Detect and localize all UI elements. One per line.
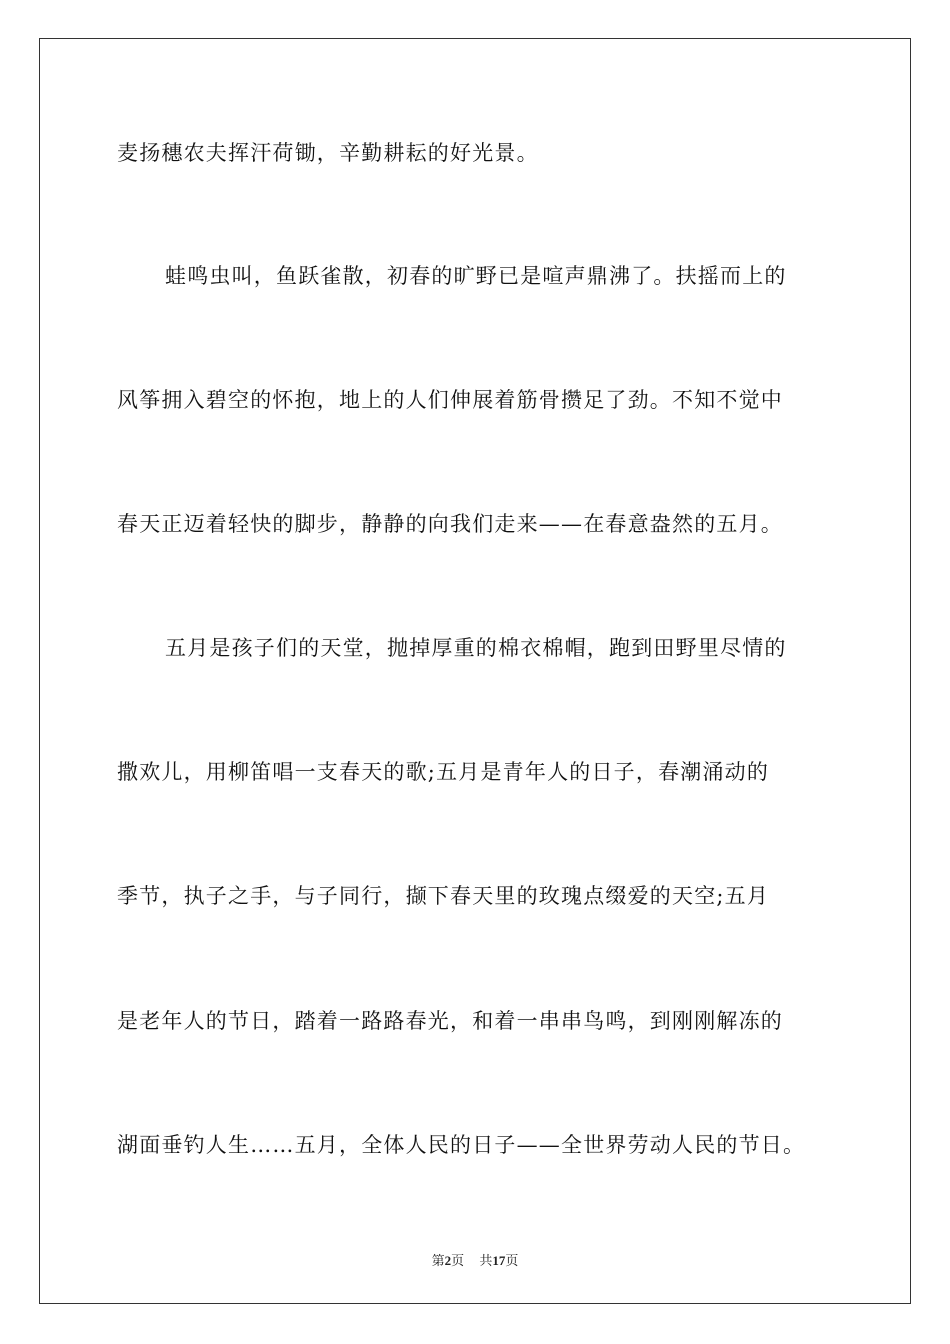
total-pages-indicator	[479, 1253, 518, 1268]
text-line-9: 湖面垂钓人生……五月，全体人民的日子——全世界劳动人民的节日。	[117, 1133, 806, 1157]
text-line-2: 蛙鸣虫叫，鱼跃雀散，初春的旷野已是喧声鼎沸了。扶摇而上的	[165, 264, 787, 288]
text-line-1: 麦扬穗农夫挥汗荷锄，辛勤耕耘的好光景。	[117, 141, 539, 165]
text-line-3: 风筝拥入碧空的怀抱，地上的人们伸展着筋骨攒足了劲。不知不觉中	[117, 388, 783, 412]
text-line-8: 是老年人的节日，踏着一路路春光，和着一串串鸟鸣，到刚刚解冻的	[117, 1009, 783, 1033]
total-pages: 17	[492, 1253, 506, 1268]
text-line-7: 季节，执子之手，与子同行，撷下春天里的玫瑰点缀爱的天空;五月	[117, 884, 770, 908]
total-suffix: 页	[505, 1253, 519, 1268]
page-footer	[0, 1250, 950, 1269]
page-indicator	[432, 1253, 465, 1268]
total-prefix: 共	[479, 1253, 493, 1268]
page-suffix: 页	[451, 1253, 465, 1268]
page-prefix: 第	[431, 1253, 445, 1268]
text-line-5: 五月是孩子们的天堂，抛掉厚重的棉衣棉帽，跑到田野里尽情的	[165, 636, 787, 660]
page-border	[39, 38, 911, 1304]
page-number: 2	[444, 1253, 452, 1268]
text-line-4: 春天正迈着轻快的脚步，静静的向我们走来——在春意盎然的五月。	[117, 512, 783, 536]
text-line-6: 撒欢儿，用柳笛唱一支春天的歌;五月是青年人的日子，春潮涌动的	[117, 760, 770, 784]
